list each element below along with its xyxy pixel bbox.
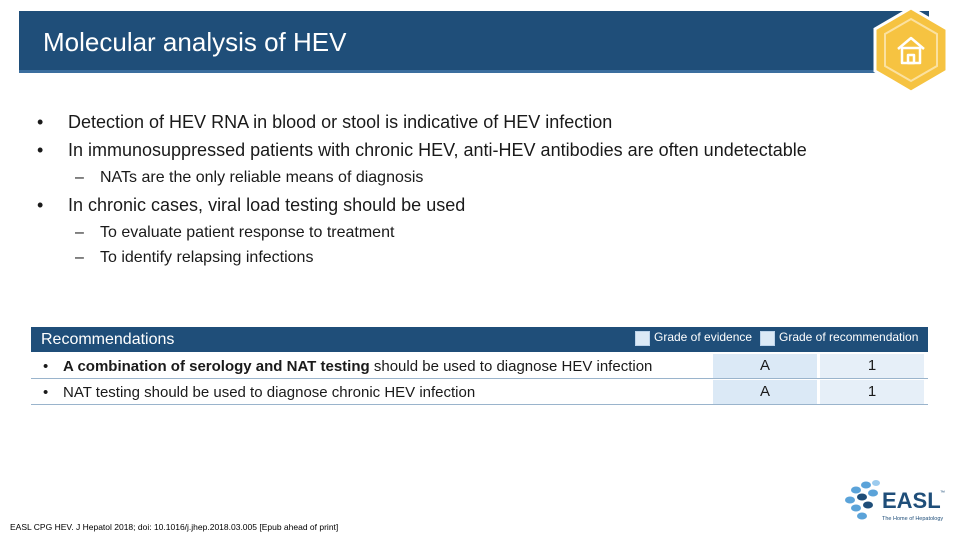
sub-bullet-item: [75, 169, 423, 187]
evidence-legend-swatch: [635, 331, 650, 346]
evidence-legend-label: Grade of evidence: [654, 330, 753, 344]
recommendation-bold-text: A combination of serology and NAT testing: [63, 358, 370, 375]
dash-glyph: –: [75, 249, 84, 266]
bullet-item: [37, 195, 465, 216]
sub-bullet-text: To evaluate patient response to treatment: [100, 224, 395, 241]
recommendation-rest-text: should be used to diagnose HEV infection: [369, 358, 653, 375]
title-bar: [19, 11, 929, 73]
bullet-item: [37, 140, 807, 161]
recommendation-row: [31, 380, 928, 405]
bullet-text: In immunosuppressed patients with chronic HEV, anti-HEV antibodies are often undetectable: [68, 140, 807, 160]
logo-trademark: ™: [940, 490, 945, 496]
easl-logo[interactable]: [842, 476, 950, 528]
recommendations-header: [31, 327, 928, 352]
bullet-text: Detection of HEV RNA in blood or stool is indicative of HEV infection: [68, 112, 613, 132]
recommendation-grade-cell: 1: [820, 380, 924, 404]
logo-tagline: The Home of Hepatology: [882, 516, 944, 522]
dash-glyph: –: [75, 224, 84, 241]
footnote-citation: EASL CPG HEV. J Hepatol 2018; doi: 10.1016/j.jhep.2018.03.005 [Epub ahead of print]: [10, 522, 339, 532]
recommendation-grade-cell: 1: [820, 354, 924, 378]
dash-glyph: –: [75, 169, 84, 186]
bullet-text: In chronic cases, viral load testing should be used: [68, 195, 466, 215]
recommendation-text: [63, 358, 652, 375]
home-icon[interactable]: [871, 5, 951, 95]
sub-bullet-item: [75, 249, 313, 267]
bullet-glyph: •: [43, 358, 49, 375]
evidence-grade-cell: A: [713, 380, 817, 404]
bullet-item: [37, 112, 612, 133]
recommendation-row: [31, 354, 928, 379]
bullet-glyph: •: [37, 195, 44, 215]
bullet-glyph: •: [43, 384, 49, 401]
bullet-glyph: •: [37, 112, 44, 132]
logo-wordmark: EASL: [882, 488, 941, 513]
sub-bullet-text: To identify relapsing infections: [100, 249, 314, 266]
slide-title: Molecular analysis of HEV: [43, 27, 347, 57]
recommendation-text: NAT testing should be used to diagnose chronic HEV infection: [63, 384, 476, 401]
recommendation-legend-swatch: [760, 331, 775, 346]
sub-bullet-item: [75, 224, 394, 242]
sub-bullet-text: NATs are the only reliable means of diagnosis: [100, 169, 424, 186]
evidence-grade-cell: A: [713, 354, 817, 378]
recommendation-legend-label: Grade of recommendation: [779, 330, 919, 344]
bullet-glyph: •: [37, 140, 44, 160]
recommendations-title: Recommendations: [41, 331, 175, 348]
logo-cells-icon: [845, 480, 880, 520]
